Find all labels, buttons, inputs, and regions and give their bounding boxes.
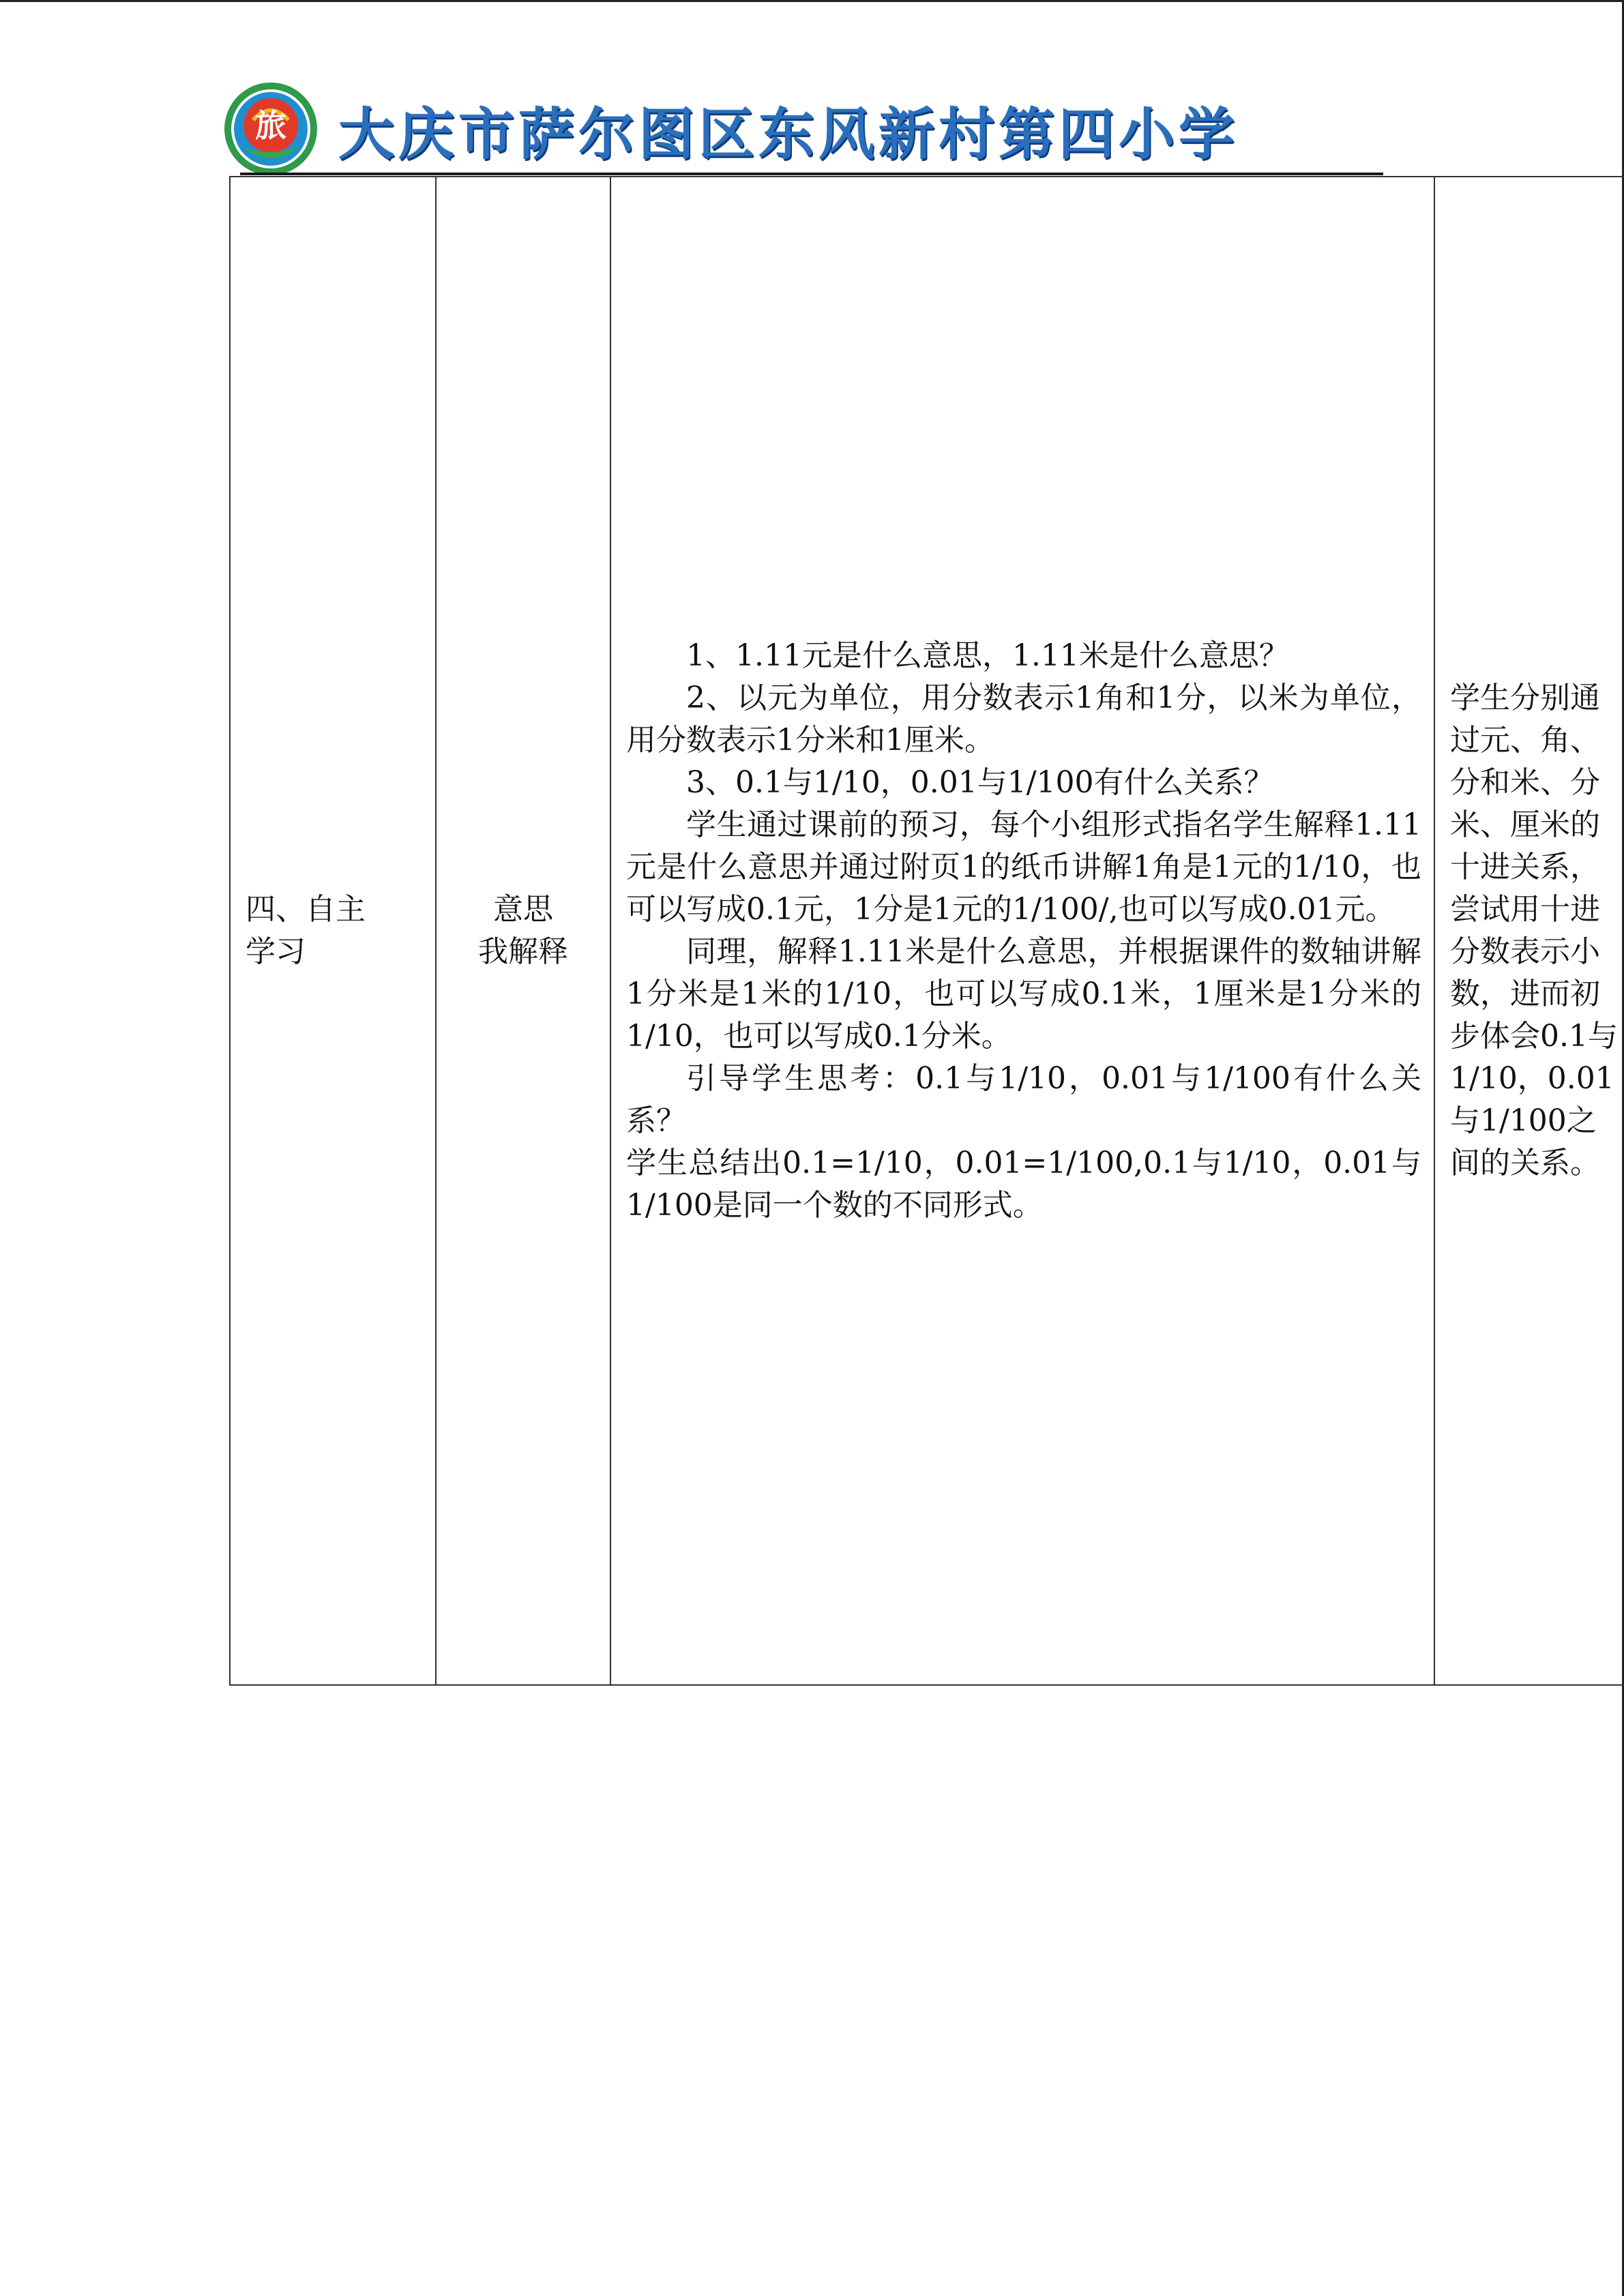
table-row — [230, 177, 1624, 1685]
method-cell — [436, 177, 610, 1685]
content-paragraph: 学生总结出0.1=1/10，0.01=1/100,0.1与1/10，0.01与1/100是同一个数的不同形式。 — [626, 1146, 1421, 1223]
header-divider — [240, 173, 1383, 175]
school-logo-icon — [222, 80, 319, 177]
design-intent-cell — [1434, 177, 1624, 1685]
method-label-line1: 意思 — [493, 892, 553, 927]
logo-glyph: 旅 — [255, 107, 286, 144]
content-cell — [610, 177, 1434, 1685]
method-label-line2: 我解释 — [478, 934, 568, 969]
page-border-top — [0, 0, 1624, 2]
stage-cell — [230, 177, 436, 1685]
stage-label-line1: 四、自主 — [246, 892, 366, 927]
content-paragraph: 3、0.1与1/10，0.01与1/100有什么关系？ — [686, 765, 1274, 800]
content-paragraph: 2、以元为单位，用分数表示1角和1分，以米为单位，用分数表示1分米和1厘米。 — [626, 681, 1421, 758]
content-paragraph: 引导学生思考：0.1与1/10，0.01与1/100有什么关系？ — [626, 1061, 1421, 1138]
document-header — [222, 75, 1396, 170]
stage-label-line2: 学习 — [246, 934, 306, 969]
content-paragraph: 同理，解释1.11米是什么意思，并根据课件的数轴讲解1分米是1米的1/10，也可以写成0.1米，1厘米是1分米的1/10，也可以写成0.1分米。 — [626, 934, 1421, 1054]
design-intent-text: 学生分别通过元、角、分和米、分米、厘米的十进关系，尝试用十进分数表示小数，进而初步体会0.1与1/10，0.01与1/100之间的关系。 — [1450, 681, 1618, 1180]
lesson-plan-table — [229, 176, 1624, 1686]
content-paragraph: 学生通过课前的预习，每个小组形式指名学生解释1.11元是什么意思并通过附页1的纸币讲解1角是1元的1/10，也可以写成0.1元，1分是1元的1/100/,也可以写成0.01元。 — [626, 807, 1421, 927]
school-name: 大庆市萨尔图区东风新村第四小学 — [338, 102, 1239, 167]
content-paragraph: 1、1.11元是什么意思，1.11米是什么意思？ — [686, 638, 1289, 673]
